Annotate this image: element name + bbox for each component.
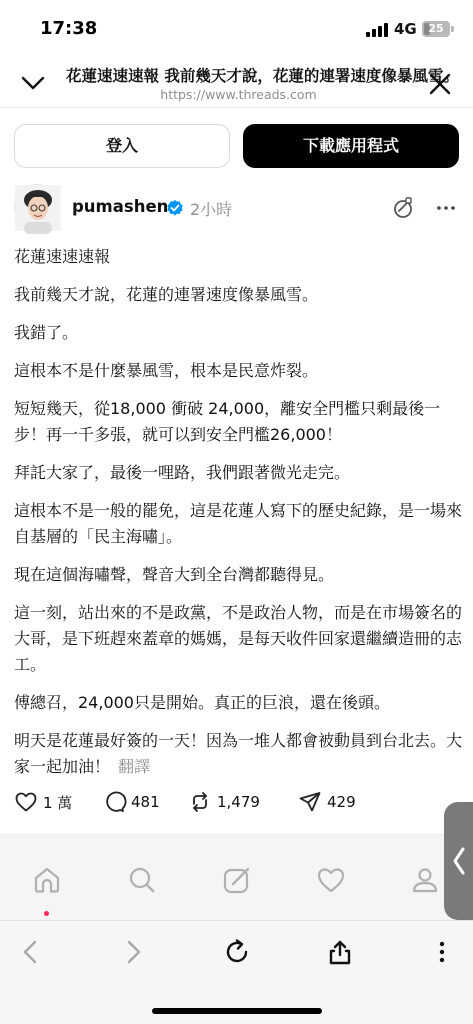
page-title: 花蓮速速速報 我前幾天才說，花蓮的連署速度像暴風雪。 [66,67,459,85]
home-icon[interactable] [32,865,62,895]
post-body [14,244,462,792]
page-url: https://www.threads.com [160,87,317,102]
profile-icon[interactable] [410,865,440,895]
translate-icon[interactable] [391,196,415,220]
more-vertical-icon[interactable] [427,937,457,967]
battery-icon [422,21,450,37]
post-paragraph: 拜託大家了，最後一哩路，我們跟著微光走完。 [14,463,351,482]
back-icon[interactable] [16,937,46,967]
share-count: 429 [327,793,356,811]
post-paragraph: 我前幾天才說，花蓮的連署速度像暴風雪。 [14,285,319,304]
network-type: 4G [394,20,417,38]
like-count: 1 萬 [43,793,73,812]
search-icon[interactable] [127,865,157,895]
post-paragraph-text: 明天是花蓮最好簽的一天！因為一堆人都會被動員到台北去。大家一起加油！ [14,731,463,776]
post-paragraph-last [14,728,462,780]
chevron-down-icon[interactable] [18,68,48,98]
compose-icon[interactable] [222,865,252,895]
chevron-left-icon [451,845,467,877]
post-paragraph: 現在這個海嘯聲，聲音大到全台灣都聽得見。 [14,565,335,584]
reply-button[interactable] [102,789,160,815]
share-button[interactable] [298,789,356,815]
status-time: 17:38 [40,18,98,39]
post-paragraph: 這根本不是什麼暴風雪，根本是民意炸裂。 [14,361,319,380]
translate-link[interactable]: 翻譯 [118,757,151,776]
post-timestamp: 2小時 [190,200,233,219]
avatar[interactable] [14,184,60,230]
status-bar [0,0,473,58]
bottom-nav [0,834,473,920]
login-button[interactable]: 登入 [14,124,230,168]
download-app-button[interactable]: 下載應用程式 [243,124,459,168]
share-icon[interactable] [325,937,355,967]
signal-icon [366,23,388,37]
send-icon [298,790,322,814]
repost-count: 1,479 [217,793,260,811]
comment-icon [102,790,126,814]
side-panel-handle[interactable] [444,802,473,920]
heart-icon[interactable] [316,865,346,895]
post-paragraph: 我錯了。 [14,323,79,342]
post-metrics [14,789,454,815]
close-icon[interactable] [426,70,454,98]
post-paragraph: 傅總召，24,000只是開始。真正的巨浪，還在後頭。 [14,693,390,712]
post-paragraph: 這根本不是一般的罷免，這是花蓮人寫下的歷史紀錄，是一場來自基層的「民主海嘯」。 [14,501,463,546]
home-indicator [152,1008,322,1014]
battery-percent: 25 [428,22,444,35]
browser-header [0,58,473,108]
verified-badge-icon [166,199,184,217]
battery-tip [451,26,454,32]
repost-button[interactable] [188,789,260,815]
username[interactable]: pumashen [72,197,169,216]
reply-count: 481 [131,793,160,811]
repost-icon [188,790,212,814]
reload-icon[interactable] [222,937,252,967]
post-paragraph: 短短幾天，從18,000 衝破 24,000，離安全門檻只剩最後一步！再一千多張，就可以到安全門檻26,000！ [14,399,441,444]
post-paragraph: 這一刻，站出來的不是政黨，不是政治人物，而是在市場簽名的大哥，是下班趕來蓋章的媽媽，是每天收件回家還繼續造冊的志工。 [14,603,463,674]
notification-dot [44,911,49,916]
avatar-image [15,185,61,231]
forward-icon[interactable] [118,937,148,967]
heart-icon [14,790,38,814]
more-icon[interactable] [434,196,458,220]
like-button[interactable] [14,789,72,815]
post-paragraph: 花蓮速速速報 [14,247,111,266]
